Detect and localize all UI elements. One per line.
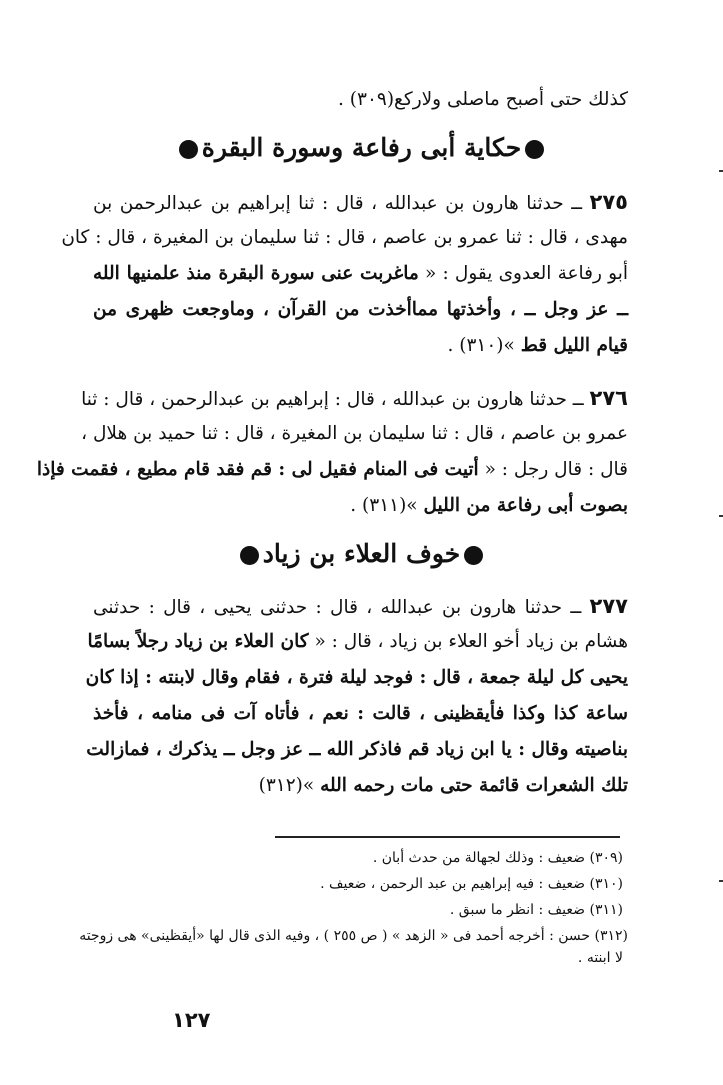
- hadith-276-line-3: قال : قال رجل : « أتيت فى المنام فقيل لى : قم فقد قام مطيع ، فقمت فإذا: [36, 459, 628, 480]
- heading-title: حكاية أبى رفاعة وسورة البقرة: [201, 133, 522, 162]
- bullet-dot-icon: [240, 546, 259, 565]
- hadith-277-line-2: هشام بن زياد أخو العلاء بن زياد ، قال : « كان العلاء بن زياد رجلاً بسامًا: [87, 631, 628, 652]
- page-number: ١٢٧: [172, 1008, 211, 1032]
- footnote-310: (٣١٠) ضعيف : فيه إبراهيم بن عبد الرحمن ، ضعيف .: [320, 876, 623, 892]
- hadith-276-line-1: ٢٧٦ ــ حدثنا هارون بن عبدالله ، قال : إبراهيم بن عبدالرحمن ، قال : ثنا: [81, 386, 628, 410]
- footnote-312: (٣١٢) حسن : أخرجه أحمد فى « الزهد » ( ص ٢٥٥ ) ، وفيه الذى قال لها «أيقظينى» هى زوجته: [79, 928, 628, 944]
- hadith-275-line-5: قيام الليل قط »(٣١٠) .: [447, 335, 628, 356]
- scan-edge-mark: [719, 880, 723, 882]
- hadith-277-line-4: ساعة كذا وكذا فأيقظينى ، قالت : نعم ، فأتاه آت فى منامه ، فأخذ: [93, 703, 628, 724]
- bullet-dot-icon: [525, 140, 544, 159]
- section-heading-abu-rifaa: [0, 128, 723, 168]
- footnote-separator: [275, 836, 620, 838]
- hadith-275-line-1: ٢٧٥ ــ حدثنا هارون بن عبدالله ، قال : ثنا إبراهيم بن عبدالرحمن بن: [93, 190, 628, 214]
- hadith-275-line-2: مهدى ، قال : ثنا عمرو بن عاصم ، قال : ثنا سليمان بن المغيرة ، قال : كان: [61, 227, 628, 248]
- hadith-277-line-1: ٢٧٧ ــ حدثنا هارون بن عبدالله ، قال : حدثنى يحيى ، قال : حدثنى: [93, 594, 628, 618]
- hadith-277-line-5: بناصيته وقال : يا ابن زياد قم فاذكر الله ــ عز وجل ــ يذكرك ، فمازالت: [86, 739, 628, 760]
- scan-edge-mark: [719, 515, 723, 517]
- scan-edge-mark: [719, 170, 723, 172]
- hadith-277-line-3: يحيى كل ليلة جمعة ، قال : فوجد ليلة فترة ، فقام وقال لابنته : إذا كان: [85, 667, 628, 688]
- footnote-309: (٣٠٩) ضعيف : وذلك لجهالة من حدث أبان .: [372, 850, 623, 866]
- heading-title: خوف العلاء بن زياد: [262, 539, 461, 568]
- hadith-276-line-4: بصوت أبى رفاعة من الليل »(٣١١) .: [350, 495, 628, 516]
- hadith-276-line-2: عمرو بن عاصم ، قال : ثنا سليمان بن المغيرة ، قال : ثنا حميد بن هلال ،: [81, 423, 628, 444]
- hadith-277-line-6: تلك الشعرات قائمة حتى مات رحمه الله »(٣١٢): [258, 775, 628, 796]
- hadith-275-line-4: ــ عز وجل ــ ، وأخذتها مماأخذت من القرآن ، وماوجعت ظهرى من: [93, 299, 628, 320]
- top-continuation-line: كذلك حتى أصبح ماصلى ولاركع(٣٠٩) .: [338, 89, 628, 110]
- footnote-312-continuation: لا ابنته .: [577, 950, 623, 966]
- hadith-number: ٢٧٧: [589, 594, 628, 618]
- bullet-dot-icon: [179, 140, 198, 159]
- footnote-311: (٣١١) ضعيف : انظر ما سبق .: [449, 902, 623, 918]
- hadith-number: ٢٧٥: [589, 190, 628, 214]
- hadith-275-line-3: أبو رفاعة العدوى يقول : « ماغربت عنى سورة البقرة منذ علمنيها الله: [93, 263, 628, 284]
- bullet-dot-icon: [464, 546, 483, 565]
- section-heading-al-alaa: [0, 534, 723, 574]
- hadith-number: ٢٧٦: [589, 386, 628, 410]
